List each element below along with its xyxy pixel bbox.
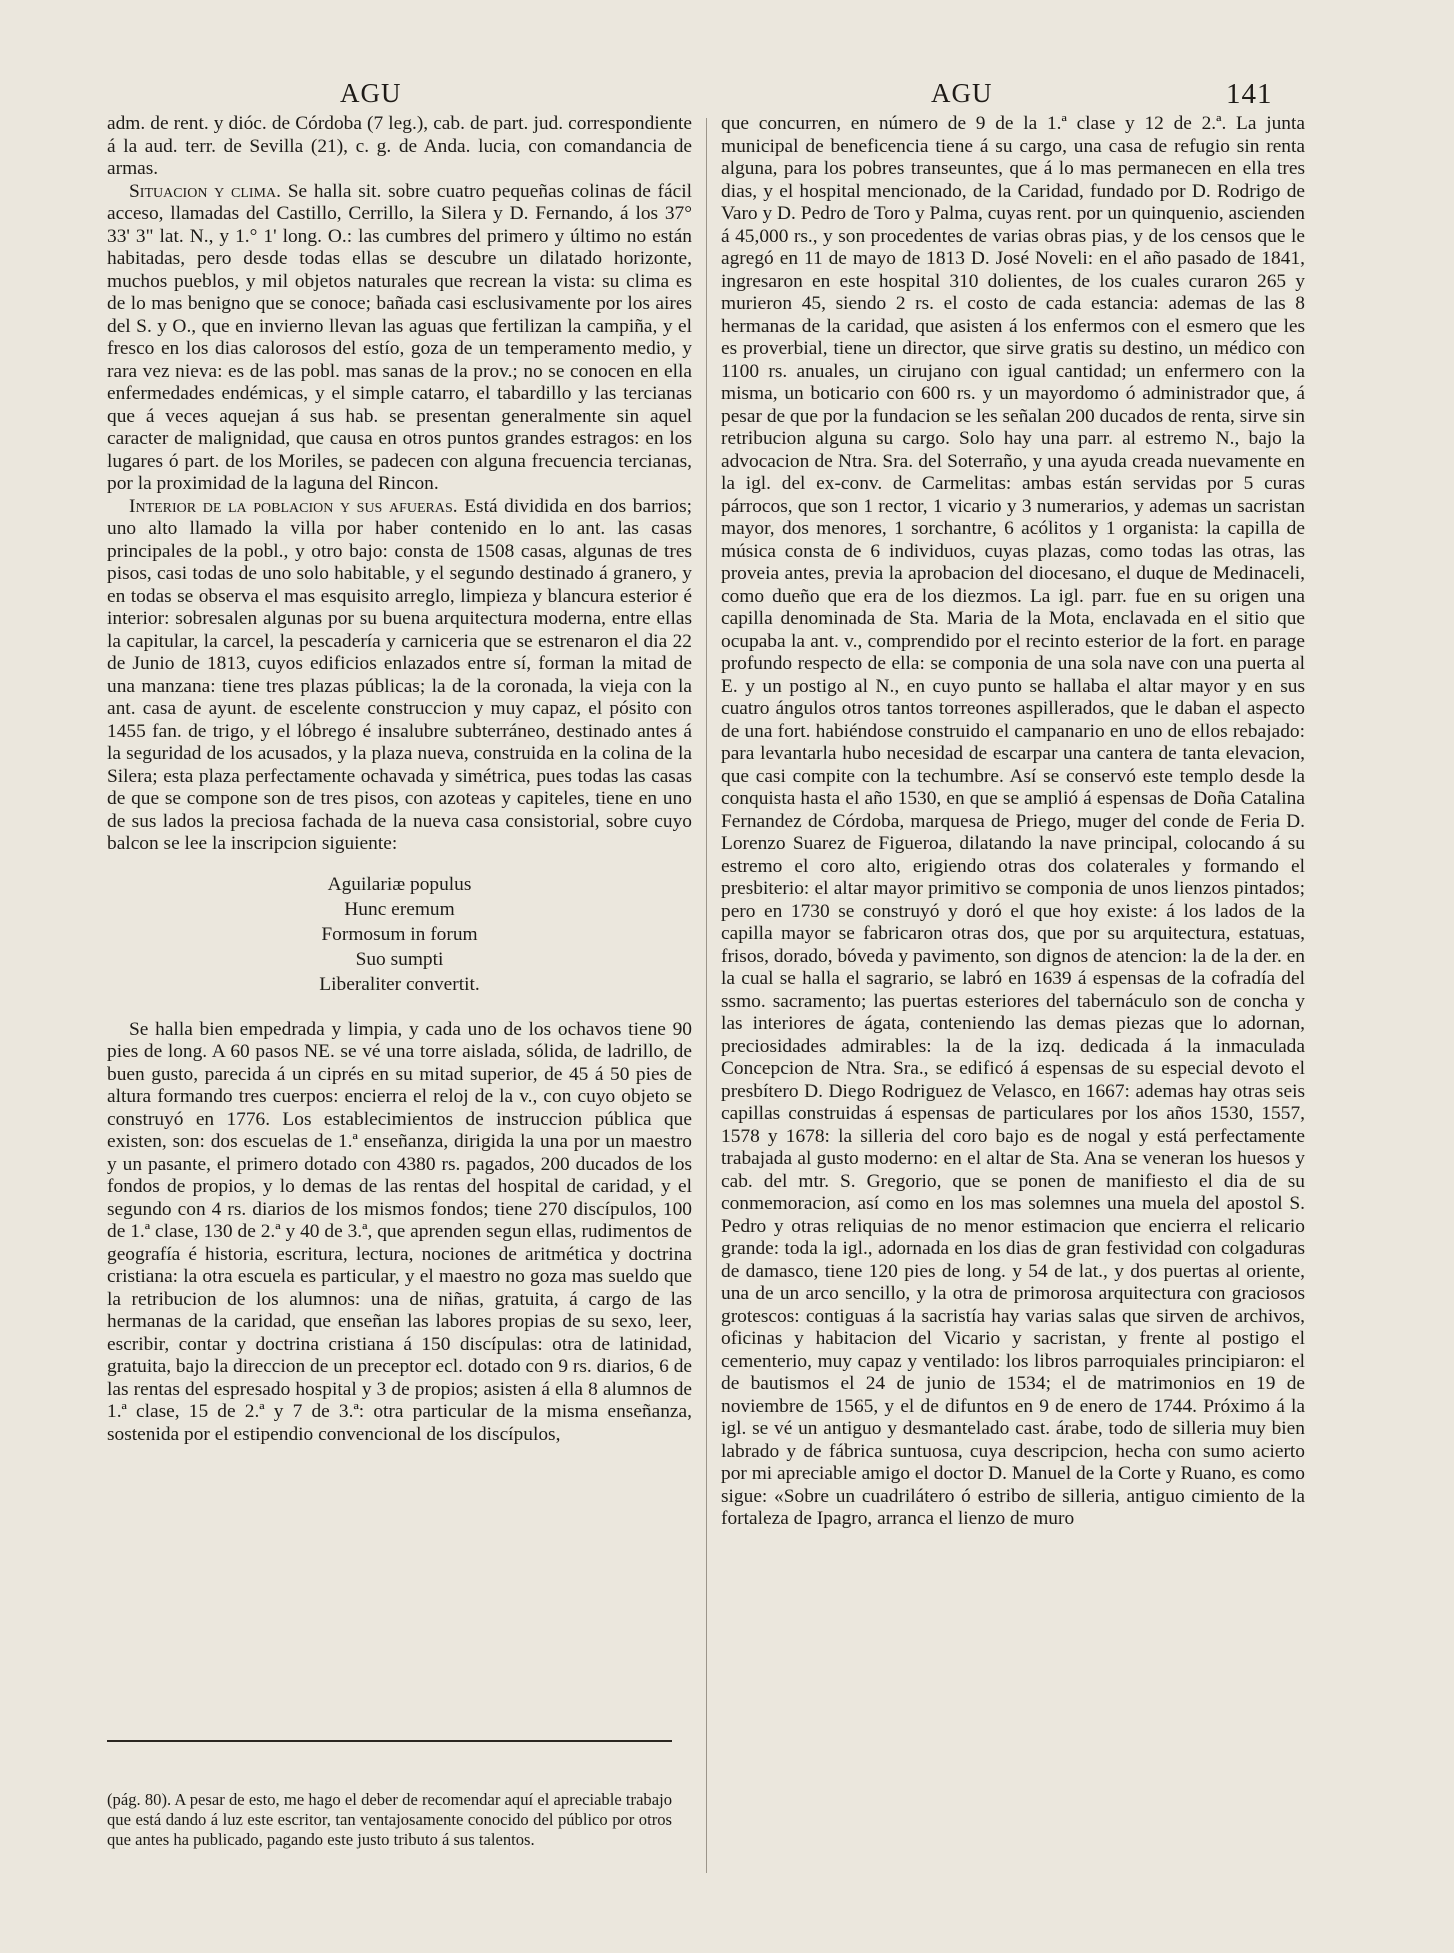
interior-heading: Interior de la poblacion y sus afueras. <box>129 495 458 517</box>
right-column-text: que concurren, en número de 9 de la 1.ª clase y 12 de 2.ª. La junta municipal de beneficencia tiene á su cargo, una casa de refugio sin renta alguna, para los pobres transeuntes, que á lo mas permanecen en ella tres dias, y el hospital mencionado, de la Caridad, fundado por D. Rodrigo de Varo y D. Pedro de Toro y Palma, cuyas rent. por un quinquenio, ascienden á 45,000 rs., y son procedentes de varias obras pias, y de los censos que le agregó en 11 de mayo de 1813 D. José Noveli: en el año pasado de 1841, ingresaron en este hospital 310 dolientes, de los cuales curaron 265 y murieron 45, siendo 2 rs. el costo de cada estancia: ademas de las 8 hermanas de la caridad, que asisten á los enfermos con el esmero que les es proverbial, tiene un director, que sirve gratis su destino, un médico con 1100 rs. anuales, un cirujano con igual cantidad; un enfermero con la misma, un boticario con 600 rs. y un mayordomo ó administrador que, á pesar de que por la fundacion se les señalan 200 ducados de renta, sirve sin retribucion alguna su cargo. Solo hay una parr. al estremo N., bajo la advocacion de Ntra. Sra. del Soterraño, y una ayuda creada nuevamente en la igl. del ex-conv. de Carmelitas: ambas están servidas por 5 curas párrocos, que son 1 rector, 1 vicario y 3 numerarios, y ademas un sacristan mayor, dos menores, 1 sorchantre, 6 acólitos y 1 organista: la capilla de música consta de 6 individuos, cuyas plazas, como todas las otras, las proveia antes, previa la aprobacion del diocesano, el duque de Medinaceli, como dueño que era de los diezmos. La igl. parr. fue en su origen una capilla denominada de Sta. Maria de la Mota, enclavada en el sitio que ocupaba la ant. v., comprendido por el recinto esterior de la fort. en parage profundo respecto de ella: se componia de una sola nave con una puerta al E. y un postigo al N., en cuyo punto se hallaba el altar mayor y en sus cuatro ángulos otros tantos torreones aspillerados, que le daban el aspecto de una fort. habiéndose construido el campanario en uno de ellos rebajado: para levantarla hubo necesidad de escarpar una cantera de tanta elevacion, que casi compite con la techumbre. Así se conservó este templo desde la conquista hasta el año 1530, en que se amplió á espensas de Doña Catalina Fernandez de Córdoba, marquesa de Priego, muger del conde de Feria D. Lorenzo Suarez de Figueroa, dilatando la nave principal, colocando á su estremo el coro alto, erigiendo otras dos colaterales y formando el presbiterio: el altar mayor primitivo se componia de unos lienzos pintados; pero en 1730 se construyó y doró el que hoy existe: á los lados de la capilla mayor se fabricaron otras dos, que por su arquitectura, estatuas, frisos, dorado, bóveda y pavimento, son dignos de atencion: la de la der. en la cual se halla el sagrario, se labró en 1639 á espensas de la cofradía del ssmo. sacramento; las puertas esteriores del tabernáculo son de concha y las interiores de ágata, conteniendo las demas piezas que lo adornan, preciosidades admirables: la de la izq. dedicada á la inmaculada Concepcion de Ntra. Sra., se edificó á espensas de su especial devoto el presbítero D. Diego Rodriguez de Velasco, en 1667: ademas hay otras seis capillas construidas á espensas de particulares por los años 1530, 1557, 1578 y 1678: la silleria del coro bajo es de nogal y está perfectamente trabajada al gusto moderno: en el altar de Sta. Ana se veneran los huesos y cab. del mtr. S. Gregorio, que se ponen de manifiesto el dia de su conmemoracion, así como en los mas solemnes una muela del apostol S. Pedro y otras reliquias de no menor estimacion que encierra el relicario grande: toda la igl., adornada en los dias de gran festividad con colgaduras de damasco, tiene 120 pies de long. y 54 de lat., y dos puertas al oriente, una de un arco sencillo, y la otra de primorosa arquitectura con graciosos grotescos: contiguas á la sacristía hay varias salas que sirven de archivos, oficinas y habitacion del Vicario y sacristan, y frente al postigo el cementerio, muy capaz y ventilado: los libros parroquiales principiaron: el de bautismos el 24 de junio de 1534; el de matrimonios en 19 de noviembre de 1565, y el de difuntos en 9 de enero de 1744. Próximo á la igl. se vé un antiguo y desmantelado cast. árabe, todo de silleria muy bien labrado y de fábrica suntuosa, cuya descripcion, hecha con sumo acierto por mi apreciable amigo el doctor D. Manuel de la Corte y Ruano, es como sigue: «Sobre un cuadrilátero ó estribo de silleria, antiguo cimiento de la fortaleza de Ipagro, arranca el lienzo de muro <box>721 113 1305 1529</box>
footnote-rule <box>107 1740 672 1742</box>
situacion-heading: Situacion y clima. <box>129 180 281 202</box>
right-column <box>721 113 1305 1531</box>
inscription-line: Aguilariæ populus <box>327 873 472 895</box>
inscription-line: Formosum in forum <box>321 923 478 945</box>
interior-paragraph <box>107 496 692 856</box>
intro-paragraph: adm. de rent. y dióc. de Córdoba (7 leg.), cab. de part. jud. correspondiente á la aud. terr. de Sevilla (21), c. g. de Anda. lucia, con comandancia de armas. <box>107 113 692 179</box>
latin-inscription <box>107 872 692 997</box>
running-head-left: AGU <box>340 78 402 108</box>
left-column <box>107 113 692 1446</box>
page-number: 141 <box>1226 78 1273 110</box>
footnote: (pág. 80). A pesar de esto, me hago el deber de recomendar aquí el apreciable trabajo que está dando á luz este escritor, tan ventajosamente conocido del público por otros que antes ha publicado, pagando este justo tributo á sus talentos. <box>107 1790 672 1849</box>
inscription-line: Hunc eremum <box>344 898 455 920</box>
after-inscription-paragraph: Se halla bien empedrada y limpia, y cada uno de los ochavos tiene 90 pies de long. A 60 pasos NE. se vé una torre aislada, sólida, de ladrillo, de buen gusto, parecida á un ciprés en su mitad superior, de 45 á 50 pies de altura formando tres cuerpos: encierra el reloj de la v., con cuyo objeto se construyó en 1776. Los establecimientos de instruccion pública que existen, son: dos escuelas de 1.ª enseñanza, dirigida la una por un maestro y un pasante, el primero dotado con 4380 rs. pagados, 200 ducados de los fondos de propios, y lo demas de las rentas del hospital de caridad, y el segundo con 4 rs. diarios de los mismos fondos; tiene 270 discípulos, 100 de 1.ª clase, 130 de 2.ª y 40 de 3.ª, que aprenden segun ellas, rudimentos de geografía é historia, escritura, lectura, nociones de aritmética y doctrina cristiana: la otra escuela es particular, y el maestro no goza mas sueldo que la retribucion de los alumnos: una de niñas, gratuita, á cargo de las hermanas de la caridad, que enseñan las labores propias de su sexo, leer, escribir, contar y doctrina cristiana á 150 discípulas: otra de latinidad, gratuita, bajo la direccion de un preceptor ecl. dotado con 9 rs. diarios, 6 de las rentas del espresado hospital y 3 de propios; asisten á ella 8 alumnos de 1.ª clase, 15 de 2.ª y 7 de 3.ª: otra particular de la misma enseñanza, sostenida por el estipendio convencional de los discípulos, <box>107 1018 692 1445</box>
situacion-paragraph <box>107 181 692 496</box>
interior-text: Está dividida en dos barrios; uno alto llamado la villa por haber contenido en lo ant. las casas principales de la pobl., y otro bajo: consta de 1508 casas, algunas de tres pisos, casi todas de uno solo habitable, y el segundo destinado á granero, y en todas se observa el mas esquisito arreglo, limpieza y blancura esterior é interior: sobresalen algunas por su buena arquitectura moderna, entre ellas la capitular, la carcel, la pescadería y carniceria que se estrenaron el dia 22 de Junio de 1813, cuyos edificios enlazados entre sí, forman la mitad de una manzana: tiene tres plazas públicas; la de la coronada, la vieja con la ant. casa de ayunt. de escelente construccion y muy capaz, el pósito con 1455 fan. de trigo, y el lóbrego é insalubre subterráneo, destinado antes á la seguridad de los acusados, y la plaza nueva, construida en la colina de la Silera; esta plaza perfectamente ochavada y simétrica, pues todas las casas de que se compone son de tres pisos, con azoteas y capiteles, tiene en uno de sus lados la preciosa fachada de la nueva casa consistorial, sobre cuyo balcon se lee la inscripcion siguiente: <box>107 495 692 854</box>
inscription-line: Suo sumpti <box>355 948 444 970</box>
column-divider <box>706 118 707 1873</box>
running-head-right: AGU <box>931 78 993 108</box>
situacion-text: Se halla sit. sobre cuatro pequeñas colinas de fácil acceso, llamadas del Castillo, Cerrillo, la Silera y D. Fernando, á los 37° 33' 3" lat. N., y 1.° 1' long. O.: las cumbres del primero y último no están habitadas, pero desde todas ellas se descubre un dilatado horizonte, muchos pueblos, y mil objetos naturales que recrean la vista: su clima es de lo mas benigno que se conoce; bañada casi esclusivamente por los aires del S. y O., que en invierno llevan las aguas que fertilizan la campiña, y el fresco en los dias calorosos del estío, goza de un temperamento medio, y rara vez nieva: es de las pobl. mas sanas de la prov.; no se conocen en ella enfermedades endémicas, y el simple catarro, el tabardillo y las tercianas que á veces aquejan á sus hab. se presentan generalmente sin aquel caracter de malignidad, que causa en otros puntos grandes estragos: en los lugares ó part. de los Moriles, se padecen con alguna frecuencia tercianas, por la proximidad de la laguna del Rincon. <box>107 180 693 494</box>
inscription-line: Liberaliter convertit. <box>319 973 480 995</box>
